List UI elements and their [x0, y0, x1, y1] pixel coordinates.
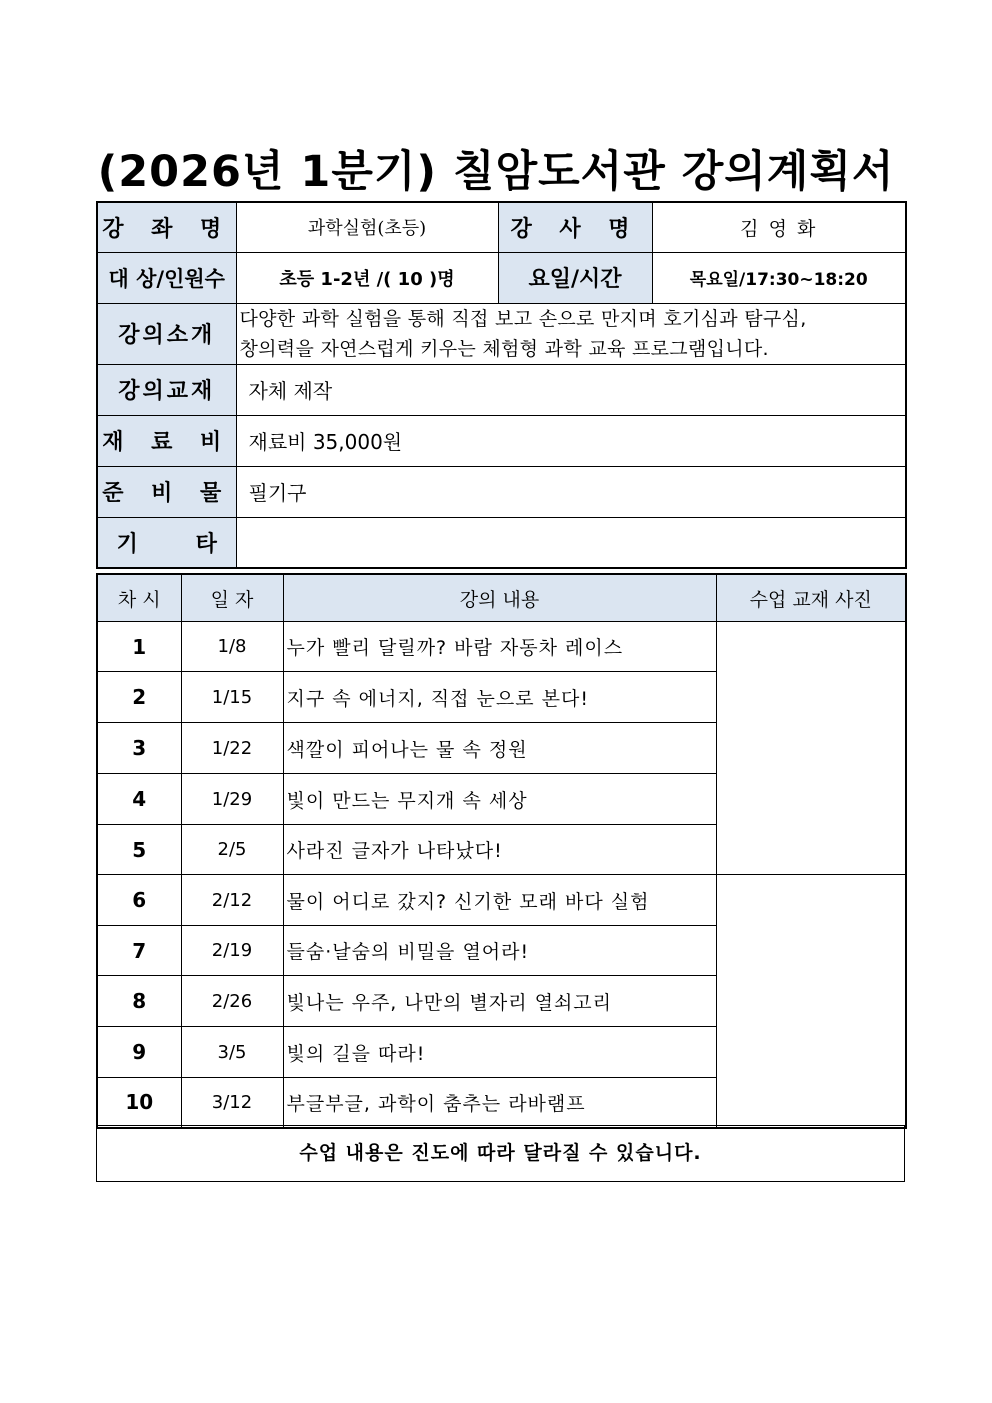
session-number: 1	[97, 622, 181, 672]
session-content: 빛이 만드는 무지개 속 세상	[283, 774, 716, 825]
session-content: 들숨·날숨의 비밀을 열어라!	[283, 926, 716, 976]
fee-label: 재 료 비	[97, 415, 236, 466]
session-date: 3/12	[181, 1078, 283, 1128]
course-value: 과학실험(초등)	[236, 202, 498, 252]
course-row	[97, 202, 906, 252]
target-value: 초등 1-2년 /( 10 )명	[236, 252, 498, 303]
fee-row	[97, 415, 906, 466]
session-date: 1/15	[181, 672, 283, 723]
session-content: 부글부글, 과학이 춤추는 라바램프	[283, 1078, 716, 1128]
session-number: 10	[97, 1078, 181, 1128]
supplies-row	[97, 466, 906, 517]
session-date: 2/5	[181, 825, 283, 875]
session-content: 지구 속 에너지, 직접 눈으로 본다!	[283, 672, 716, 723]
fee-value: 재료비 35,000원	[236, 415, 906, 466]
session-content: 사라진 글자가 나타났다!	[283, 825, 716, 875]
textbook-value: 자체 제작	[236, 364, 906, 415]
session-content: 빛의 길을 따라!	[283, 1027, 716, 1078]
supplies-value: 필기구	[236, 466, 906, 517]
session-date: 3/5	[181, 1027, 283, 1078]
session-number: 4	[97, 774, 181, 825]
target-row	[97, 252, 906, 303]
session-content: 물이 어디로 갔지? 신기한 모래 바다 실험	[283, 875, 716, 926]
session-date: 2/12	[181, 875, 283, 926]
course-info-table	[96, 201, 907, 569]
schedule-label: 요일/시간	[498, 252, 652, 303]
photo-cell-2	[716, 875, 906, 1128]
textbook-label: 강의교재	[97, 364, 236, 415]
session-content: 색깔이 피어나는 물 속 정원	[283, 723, 716, 774]
session-number: 9	[97, 1027, 181, 1078]
header-session: 차 시	[97, 574, 181, 622]
footer-note: 수업 내용은 진도에 따라 달라질 수 있습니다.	[96, 1125, 905, 1182]
schedule-header-row	[97, 574, 906, 622]
page-title: (2026년 1분기) 칠암도서관 강의계획서	[97, 147, 895, 197]
table-row	[97, 875, 906, 926]
schedule-table	[96, 573, 907, 1129]
table-row	[97, 622, 906, 672]
course-label: 강 좌 명	[97, 202, 236, 252]
header-date: 일 자	[181, 574, 283, 622]
session-date: 1/8	[181, 622, 283, 672]
header-photo: 수업 교재 사진	[716, 574, 906, 622]
textbook-row	[97, 364, 906, 415]
etc-value	[236, 517, 906, 568]
intro-row	[97, 303, 906, 364]
session-date: 1/22	[181, 723, 283, 774]
photo-cell-1	[716, 622, 906, 875]
session-content: 빛나는 우주, 나만의 별자리 열쇠고리	[283, 976, 716, 1027]
session-content: 누가 빨리 달릴까? 바람 자동차 레이스	[283, 622, 716, 672]
target-label: 대 상/인원수	[97, 252, 236, 303]
supplies-label: 준 비 물	[97, 466, 236, 517]
instructor-label: 강 사 명	[498, 202, 652, 252]
etc-row	[97, 517, 906, 568]
session-date: 1/29	[181, 774, 283, 825]
session-number: 7	[97, 926, 181, 976]
intro-line-1: 다양한 과학 실험을 통해 직접 보고 손으로 만지며 호기심과 탐구심,	[239, 307, 807, 330]
session-number: 6	[97, 875, 181, 926]
intro-label: 강의소개	[97, 303, 236, 364]
intro-line-2: 창의력을 자연스럽게 키우는 체험형 과학 교육 프로그램입니다.	[239, 337, 769, 360]
schedule-value: 목요일/17:30~18:20	[652, 252, 906, 303]
intro-text	[236, 303, 906, 364]
header-content: 강의 내용	[283, 574, 716, 622]
session-number: 8	[97, 976, 181, 1027]
session-number: 5	[97, 825, 181, 875]
instructor-value: 김 영 화	[652, 202, 906, 252]
session-number: 3	[97, 723, 181, 774]
session-date: 2/26	[181, 976, 283, 1027]
session-date: 2/19	[181, 926, 283, 976]
session-number: 2	[97, 672, 181, 723]
etc-label: 기 타	[97, 517, 236, 568]
